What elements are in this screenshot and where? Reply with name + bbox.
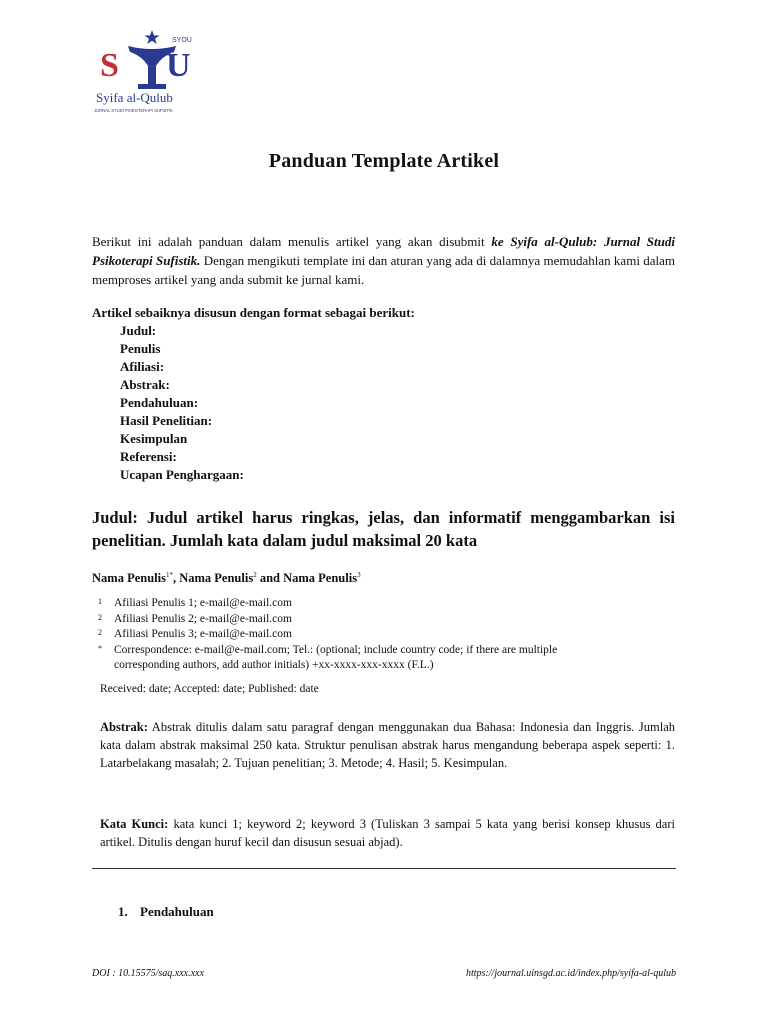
author-superscript: 1*	[165, 571, 173, 579]
author-superscript: 3	[357, 571, 361, 579]
svg-text:JURNAL STUDI PSIKOTERAPI SUFIS: JURNAL STUDI PSIKOTERAPI SUFISTIK	[94, 108, 173, 113]
correspondence-item	[98, 643, 618, 674]
format-item: Penulis	[120, 341, 161, 356]
svg-text:Syifa al-Qulub: Syifa al-Qulub	[96, 90, 173, 105]
section-number: 1.	[118, 904, 128, 919]
article-title: Judul: Judul artikel harus ringkas, jelas, dan informatif menggambarkan isi penelitian. Jumlah kata dalam judul maksimal 20 kata	[92, 508, 675, 550]
format-item: Hasil Penelitian:	[120, 413, 213, 428]
affiliation-text: Afiliasi Penulis 2; e-mail@e-mail.com	[114, 612, 292, 625]
footer-doi: DOI : 10.15575/saq.xxx.xxx	[92, 968, 204, 979]
svg-text:SYOU: SYOU	[172, 37, 192, 44]
logo-icon	[92, 26, 196, 116]
format-item: Abstrak:	[120, 377, 170, 392]
intro-text-1: Berikut ini adalah panduan dalam menulis artikel yang akan disubmit	[92, 234, 492, 249]
affiliation-text: Afiliasi Penulis 1; e-mail@e-mail.com	[114, 597, 292, 609]
svg-text:U: U	[166, 47, 191, 84]
svg-text:S: S	[100, 47, 119, 84]
format-item: Kesimpulan	[120, 431, 188, 446]
author-name: Nama Penulis	[92, 571, 166, 586]
abstract-label: Abstrak:	[100, 720, 148, 734]
author-separator: and	[256, 571, 284, 586]
intro-paragraph	[92, 232, 675, 289]
intro-text-2: Dengan mengikuti template ini dan aturan yang ada di dalamnya memudahlan kami dalam memproses artikel yang anda submit ke jurnal kami.	[92, 253, 675, 287]
journal-logo	[92, 26, 196, 116]
affiliation-text: Afiliasi Penulis 3; e-mail@e-mail.com	[114, 628, 292, 640]
abstract-paragraph	[100, 718, 675, 772]
affiliation-list	[98, 596, 618, 674]
author-line	[92, 571, 361, 586]
author-name: Nama Penulis	[283, 571, 358, 586]
received-dates: Received: date; Accepted: date; Published: date	[100, 683, 319, 695]
format-item: Afiliasi:	[120, 359, 165, 374]
author-separator: ,	[172, 571, 180, 586]
section-heading	[118, 904, 214, 920]
page-title: Panduan Template Artikel	[268, 150, 500, 172]
keywords-text: kata kunci 1; keyword 2; keyword 3 (Tuliskan 3 sampai 5 kata yang berisi konsep khusus dari artikel. Ditulis dengan huruf kecil dan disusun sesuai abjad).	[100, 817, 675, 849]
journal-name: ke Syifa al-Qulub: Jurnal Studi Psikoterapi Sufistik.	[92, 234, 675, 268]
format-heading: Artikel sebaiknya disusun dengan format sebagai berikut:	[92, 305, 415, 320]
affiliation-mark: 1	[98, 597, 102, 606]
format-item: Ucapan Penghargaan:	[120, 467, 244, 482]
correspondence-text: Correspondence: e-mail@e-mail.com; Tel.: (optional; include country code; if there are multiple corresponding authors, add author initials) +xx-xxxx-xxx-xxxx (F.L.)	[114, 643, 558, 671]
abstract-text: Abstrak ditulis dalam satu paragraf dengan menggunakan dua Bahasa: Indonesia dan Inggris. Jumlah kata dalam abstrak maksimal 250 kata. Struktur penulisan abstrak harus mengandung beberapa aspek seperti: 1. Latarbelakang masalah; 2. Tujuan penelitian; 3. Metode; 4. Hasil; 5. Kesimpulan.	[100, 720, 675, 770]
affiliation-item	[98, 612, 618, 628]
affiliation-item	[98, 596, 618, 612]
format-item: Pendahuluan:	[120, 395, 199, 410]
section-label: Pendahuluan	[140, 904, 214, 919]
keywords-paragraph	[100, 815, 675, 851]
author-name: Nama Penulis	[179, 571, 254, 586]
affiliation-mark: *	[98, 643, 102, 653]
author-superscript: 2	[253, 571, 257, 579]
affiliation-item	[98, 627, 618, 643]
footer-url[interactable]: https://journal.uinsgd.ac.id/index.php/syifa-al-qulub	[466, 968, 676, 979]
format-item: Referensi:	[120, 449, 177, 464]
affiliation-mark: 2	[98, 628, 102, 637]
keywords-label: Kata Kunci:	[100, 817, 169, 831]
format-item: Judul:	[120, 323, 157, 338]
divider	[92, 868, 676, 869]
format-list	[120, 322, 244, 484]
affiliation-mark: 2	[98, 612, 102, 622]
